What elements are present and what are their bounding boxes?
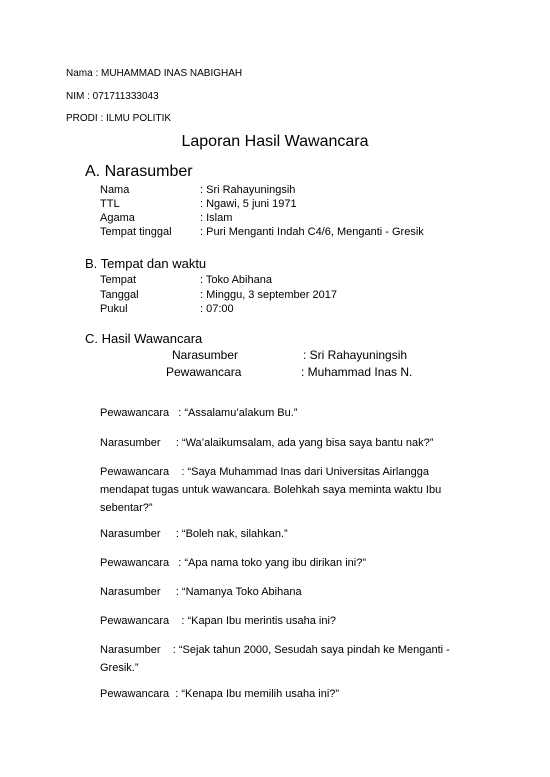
dialogue-text: : “Assalamu’alakum Bu.” (178, 407, 298, 419)
dialogue-speaker: Pewawancara (100, 466, 170, 478)
info-label: TTL (100, 198, 120, 210)
info-label: Agama (100, 212, 135, 224)
info-value: : Ngawi, 5 juni 1971 (200, 198, 297, 210)
document-title: Laporan Hasil Wawancara (181, 133, 369, 150)
section-a-heading: A. Narasumber (85, 163, 193, 180)
dialogue-line (100, 641, 460, 677)
dialogue-text: : “Sejak tahun 2000, Sesudah saya pindah ke Menganti - Gresik.” (100, 644, 450, 674)
role-label-pewawancara: Pewawancara (166, 365, 242, 379)
dialogue-line (100, 525, 460, 543)
dialogue-text: : “Namanya Toko Abihana (175, 586, 302, 598)
dialogue-line (100, 554, 460, 572)
info-row-tanggal (100, 289, 500, 303)
info-row-nama (100, 184, 500, 198)
info-row-ttl (100, 198, 500, 212)
section-c-heading: C. Hasil Wawancara (85, 331, 203, 346)
student-nim: NIM : 071711333043 (66, 91, 159, 102)
dialogue-speaker: Pewawancara (100, 688, 170, 700)
info-label: Nama (100, 184, 130, 196)
dialogue-speaker: Pewawancara (100, 557, 170, 569)
info-row-tempat-tinggal (100, 226, 500, 240)
dialogue-line (100, 404, 460, 422)
dialogue-line (100, 612, 460, 630)
dialogue-speaker: Narasumber (100, 528, 161, 540)
role-value-pewawancara: : Muhammad Inas N. (301, 365, 413, 379)
info-value: : Puri Menganti Indah C4/6, Menganti - Gresik (200, 226, 424, 238)
role-value-narasumber: : Sri Rahayuningsih (303, 348, 408, 362)
info-label: Tempat (100, 274, 137, 286)
dialogue-line (100, 434, 460, 452)
dialogue-text: : “Apa nama toko yang ibu dirikan ini?” (178, 557, 366, 569)
role-label-narasumber: Narasumber (172, 348, 239, 362)
dialogue-text: : “Boleh nak, silahkan.” (175, 528, 288, 540)
info-label: Pukul (100, 303, 128, 315)
section-b-heading: B. Tempat dan waktu (85, 256, 207, 271)
dialogue-text: : “Kenapa Ibu memilih usaha ini?” (175, 688, 340, 700)
dialogue-text: : “Kapan Ibu merintis usaha ini? (181, 615, 337, 627)
info-label: Tanggal (100, 289, 139, 301)
info-row-agama (100, 212, 500, 226)
info-value: : Sri Rahayuningsih (200, 184, 296, 196)
info-value: : 07:00 (200, 303, 234, 315)
student-prodi: PRODI : ILMU POLITIK (66, 113, 172, 124)
dialogue-line (100, 685, 460, 703)
dialogue-speaker: Pewawancara (100, 615, 170, 627)
info-value: : Minggu, 3 september 2017 (200, 289, 337, 301)
info-row-pukul (100, 303, 500, 317)
info-value: : Islam (200, 212, 233, 224)
dialogue-speaker: Narasumber (100, 437, 161, 449)
dialogue-speaker: Pewawancara (100, 407, 170, 419)
dialogue-line (100, 463, 460, 517)
info-row-tempat (100, 274, 500, 288)
student-name: Nama : MUHAMMAD INAS NABIGHAH (66, 68, 243, 79)
dialogue-speaker: Narasumber (100, 644, 161, 656)
info-value: : Toko Abihana (200, 274, 272, 286)
info-label: Tempat tinggal (100, 226, 172, 238)
dialogue-text: : “Saya Muhammad Inas dari Universitas Airlangga mendapat tugas untuk wawancara. Bolehkah saya meminta waktu Ibu sebentar?” (100, 466, 442, 514)
dialogue-speaker: Narasumber (100, 586, 161, 598)
dialogue-line (100, 583, 460, 601)
dialogue-text: : “Wa’alaikumsalam, ada yang bisa saya bantu nak?” (175, 437, 434, 449)
